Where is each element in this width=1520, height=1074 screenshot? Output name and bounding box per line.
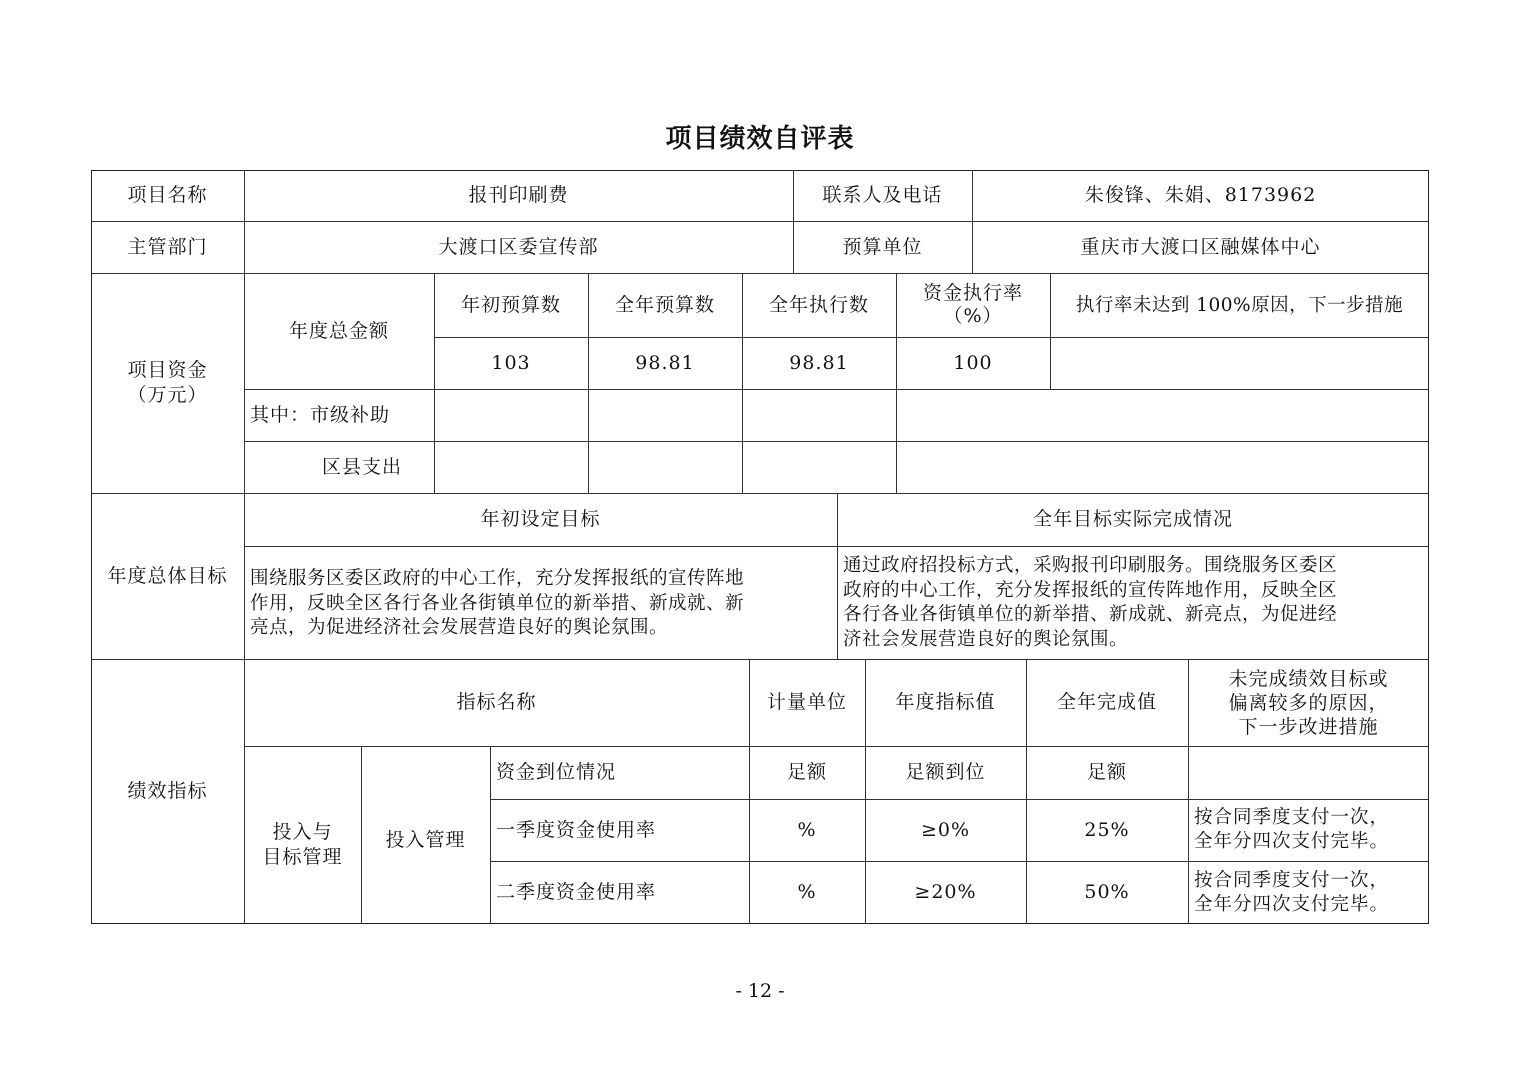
reason-line: 全年分四次支付完毕。 (1194, 893, 1390, 915)
contact-label: 联系人及电话 (822, 184, 943, 206)
dept-label: 主管部门 (127, 235, 208, 258)
indicator-actual: 足额 (1086, 761, 1127, 783)
project-name-label: 项目名称 (127, 184, 208, 206)
exec-rate-header-line: （%） (943, 305, 1003, 327)
level1-indicator (244, 756, 361, 934)
initial-budget-value: 103 (491, 351, 531, 374)
indicator-unit: % (797, 818, 817, 841)
reason-line: 按合同季度支付一次， (1194, 869, 1390, 891)
indicator-header: 指标名称 (456, 691, 537, 713)
actual-goal-header: 全年目标实际完成情况 (1032, 508, 1233, 530)
indicator-unit: 足额 (786, 761, 827, 783)
dept-value: 大渡口区委宣传部 (438, 235, 599, 258)
header-line: 下一步改进措施 (1238, 715, 1379, 738)
indicator-target: 足额到位 (905, 761, 986, 783)
annual-budget-value: 98.81 (635, 351, 695, 374)
funds-label (91, 273, 244, 493)
reason-line: 按合同季度支付一次， (1194, 807, 1390, 828)
city-subsidy-label: 其中：市级补助 (250, 403, 391, 426)
text-line: 济社会发展营造良好的舆论氛围。 (843, 628, 1129, 650)
indicator-actual: 25% (1084, 818, 1130, 841)
text-line: 通过政府招投标方式，采购报刊印刷服务。围绕服务区委区 (843, 555, 1338, 576)
annual-exec-value: 98.81 (789, 351, 849, 374)
indicator-target: ≥20% (914, 881, 977, 903)
unit-header: 计量单位 (766, 691, 847, 713)
actual-goal-text (843, 554, 1425, 652)
exec-rate-header-line: 资金执行率 (922, 282, 1023, 304)
project-name-value: 报刊印刷费 (468, 184, 569, 206)
page-number: - 12 - (735, 980, 785, 1002)
level2-indicator: 投入管理 (385, 828, 466, 851)
set-goal-header: 年初设定目标 (480, 508, 601, 530)
funds-label-line: （万元） (127, 384, 208, 406)
reason-header: 执行率未达到 100%原因，下一步措施 (1075, 294, 1404, 316)
page-title: 项目绩效自评表 (665, 124, 855, 154)
set-goal-text (250, 567, 833, 641)
header-line: 未完成绩效目标或 (1228, 667, 1389, 690)
reason-value (1050, 337, 1429, 389)
funds-label-line: 项目资金 (127, 359, 208, 381)
indicator-name: 一季度资金使用率 (496, 818, 657, 841)
county-expense-label: 区县支出 (321, 455, 402, 478)
initial-budget-header: 年初预算数 (460, 293, 561, 316)
level1-line: 投入与 (272, 821, 333, 843)
exec-rate-value: 100 (953, 351, 993, 374)
text-line: 各行各业各街镇单位的新举措、新成就、新亮点，为促进经 (843, 604, 1338, 625)
goals-label: 年度总体目标 (107, 564, 228, 587)
text-line: 亮点，为促进经济社会发展营造良好的舆论氛围。 (250, 617, 669, 638)
annual-budget-header: 全年预算数 (614, 293, 715, 316)
indicator-name: 资金到位情况 (496, 761, 617, 783)
indicator-reason (1188, 799, 1429, 861)
target-header: 年度指标值 (895, 691, 996, 713)
text-line: 政府的中心工作，充分发挥报纸的宣传阵地作用，反映全区 (843, 579, 1338, 601)
exec-rate-header (896, 273, 1050, 337)
level1-line: 目标管理 (262, 846, 343, 868)
performance-label: 绩效指标 (127, 780, 208, 802)
indicator-target: ≥0% (920, 818, 971, 841)
text-line: 围绕服务区委区政府的中心工作，充分发挥报纸的宣传阵地 (250, 568, 745, 589)
text-line: 作用，反映全区各行各业各街镇单位的新举措、新成就、新 (250, 592, 745, 614)
indicator-name: 二季度资金使用率 (496, 881, 657, 903)
deviation-reason-header (1188, 659, 1429, 746)
indicator-unit: % (797, 881, 817, 903)
budget-unit-label: 预算单位 (842, 235, 923, 258)
annual-exec-header: 全年执行数 (768, 293, 869, 316)
indicator-reason (1188, 861, 1429, 924)
indicator-reason (1188, 746, 1429, 799)
budget-unit-value: 重庆市大渡口区融媒体中心 (1080, 235, 1321, 258)
actual-header: 全年完成值 (1056, 691, 1157, 713)
header-line: 偏离较多的原因， (1228, 691, 1389, 714)
reason-line: 全年分四次支付完毕。 (1194, 831, 1390, 852)
indicator-actual: 50% (1084, 881, 1130, 903)
contact-value: 朱俊锋、朱娟、8173962 (1084, 184, 1317, 206)
total-amount-label: 年度总金额 (288, 319, 389, 342)
